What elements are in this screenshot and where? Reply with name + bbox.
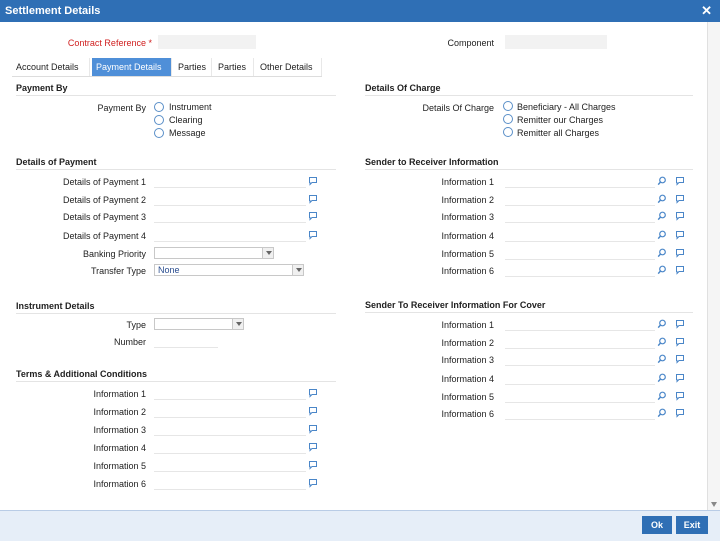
cover-info-2-label: Information 2 xyxy=(441,338,494,348)
terms-info-5-input[interactable] xyxy=(154,458,306,472)
comment-icon[interactable] xyxy=(308,460,318,470)
details-of-payment-title: Details of Payment xyxy=(16,157,97,167)
details-of-payment-2-input[interactable] xyxy=(154,192,306,206)
sender-receiver-info-6-label: Information 6 xyxy=(441,266,494,276)
sender-receiver-info-6-input[interactable] xyxy=(505,263,655,277)
radio-instrument-label: Instrument xyxy=(169,102,212,112)
sender-receiver-info-3-input[interactable] xyxy=(505,209,655,223)
terms-info-1-label: Information 1 xyxy=(93,389,146,399)
search-icon[interactable] xyxy=(657,373,667,383)
footer-bar xyxy=(0,510,720,541)
radio-message-label: Message xyxy=(169,128,206,138)
transfer-type-value: None xyxy=(158,265,180,275)
comment-icon[interactable] xyxy=(675,354,685,364)
contract-reference-label-text: Contract Reference xyxy=(67,38,146,48)
search-icon[interactable] xyxy=(657,337,667,347)
section-divider xyxy=(16,169,336,170)
cover-info-2-input[interactable] xyxy=(505,335,655,349)
instrument-number-label: Number xyxy=(113,337,146,347)
payment-by-title: Payment By xyxy=(16,83,68,93)
details-of-charge-title: Details Of Charge xyxy=(365,83,441,93)
comment-icon[interactable] xyxy=(675,230,685,240)
radio-remitter-our[interactable] xyxy=(503,114,513,124)
transfer-type-select[interactable] xyxy=(154,264,304,276)
search-icon[interactable] xyxy=(657,354,667,364)
sender-receiver-info-1-input[interactable] xyxy=(505,174,655,188)
search-icon[interactable] xyxy=(657,408,667,418)
details-of-payment-1-label: Details of Payment 1 xyxy=(62,177,146,187)
comment-icon[interactable] xyxy=(308,406,318,416)
banking-priority-label: Banking Priority xyxy=(82,249,146,259)
instrument-details-title: Instrument Details xyxy=(16,301,95,311)
comment-icon[interactable] xyxy=(675,265,685,275)
section-divider xyxy=(365,169,693,170)
tab-underline xyxy=(12,76,322,77)
terms-info-5-label: Information 5 xyxy=(93,461,146,471)
sender-to-receiver-title: Sender to Receiver Information xyxy=(365,157,499,167)
cover-info-6-input[interactable] xyxy=(505,406,655,420)
window-title: Settlement Details xyxy=(5,5,101,17)
sender-receiver-info-5-input[interactable] xyxy=(505,246,655,260)
cover-info-6-label: Information 6 xyxy=(441,409,494,419)
instrument-type-select[interactable] xyxy=(154,318,244,330)
cover-info-1-label: Information 1 xyxy=(441,320,494,330)
radio-beneficiary-all-label: Beneficiary - All Charges xyxy=(517,102,616,112)
chevron-down-icon[interactable] xyxy=(232,319,243,329)
radio-beneficiary-all[interactable] xyxy=(503,101,513,111)
component-input[interactable] xyxy=(505,35,607,49)
scroll-down-icon[interactable] xyxy=(711,502,717,507)
sender-receiver-info-5-label: Information 5 xyxy=(441,249,494,259)
comment-icon[interactable] xyxy=(675,337,685,347)
ok-button[interactable]: Ok xyxy=(642,516,672,534)
tab-account-details[interactable]: Account Details xyxy=(12,58,90,76)
terms-info-6-input[interactable] xyxy=(154,476,306,490)
comment-icon[interactable] xyxy=(308,211,318,221)
sender-receiver-info-4-input[interactable] xyxy=(505,228,655,242)
details-of-payment-4-input[interactable] xyxy=(154,228,306,242)
radio-remitter-our-label: Remitter our Charges xyxy=(517,115,604,125)
cover-info-4-input[interactable] xyxy=(505,371,655,385)
search-icon[interactable] xyxy=(657,265,667,275)
comment-icon[interactable] xyxy=(675,176,685,186)
comment-icon[interactable] xyxy=(675,248,685,258)
comment-icon[interactable] xyxy=(308,442,318,452)
contract-reference-input[interactable] xyxy=(158,35,256,49)
component-label: Component xyxy=(447,38,494,48)
sender-receiver-info-2-input[interactable] xyxy=(505,192,655,206)
terms-title: Terms & Additional Conditions xyxy=(16,369,147,379)
tab-payment-details[interactable]: Payment Details xyxy=(92,58,172,76)
window-titlebar xyxy=(0,0,720,22)
search-icon[interactable] xyxy=(657,319,667,329)
terms-info-2-label: Information 2 xyxy=(93,407,146,417)
radio-clearing[interactable] xyxy=(154,115,164,125)
details-of-charge-label: Details Of Charge xyxy=(422,103,494,113)
search-icon[interactable] xyxy=(657,248,667,258)
section-divider xyxy=(365,95,693,96)
tab-other-details[interactable]: Other Details xyxy=(256,58,322,76)
section-divider xyxy=(16,95,336,96)
terms-info-1-input[interactable] xyxy=(154,386,306,400)
terms-info-4-input[interactable] xyxy=(154,440,306,454)
comment-icon[interactable] xyxy=(675,194,685,204)
close-icon[interactable]: ✕ xyxy=(701,3,712,18)
search-icon[interactable] xyxy=(657,211,667,221)
comment-icon[interactable] xyxy=(308,388,318,398)
required-mark: * xyxy=(148,38,152,48)
exit-button[interactable]: Exit xyxy=(676,516,708,534)
comment-icon[interactable] xyxy=(308,176,318,186)
comment-icon[interactable] xyxy=(675,373,685,383)
comment-icon[interactable] xyxy=(675,391,685,401)
cover-info-5-input[interactable] xyxy=(505,389,655,403)
sender-receiver-info-4-label: Information 4 xyxy=(441,231,494,241)
instrument-number-input[interactable] xyxy=(154,334,218,348)
chevron-down-icon[interactable] xyxy=(292,265,303,275)
radio-clearing-label: Clearing xyxy=(169,115,203,125)
search-icon[interactable] xyxy=(657,230,667,240)
radio-remitter-all[interactable] xyxy=(503,127,513,137)
vertical-scrollbar[interactable] xyxy=(707,22,720,510)
comment-icon[interactable] xyxy=(308,230,318,240)
comment-icon[interactable] xyxy=(675,211,685,221)
details-of-payment-2-label: Details of Payment 2 xyxy=(62,195,146,205)
cover-info-3-input[interactable] xyxy=(505,352,655,366)
terms-info-6-label: Information 6 xyxy=(93,479,146,489)
radio-message[interactable] xyxy=(154,128,164,138)
tab-parties-1[interactable]: Parties xyxy=(174,58,212,76)
section-divider xyxy=(16,381,336,382)
cover-info-3-label: Information 3 xyxy=(441,355,494,365)
terms-info-3-label: Information 3 xyxy=(93,425,146,435)
section-divider xyxy=(365,312,693,313)
contract-reference-label xyxy=(40,38,152,48)
tab-parties-2[interactable]: Parties xyxy=(214,58,254,76)
section-divider xyxy=(16,313,336,314)
search-icon[interactable] xyxy=(657,194,667,204)
transfer-type-label: Transfer Type xyxy=(90,266,146,276)
search-icon[interactable] xyxy=(657,391,667,401)
radio-instrument[interactable] xyxy=(154,102,164,112)
banking-priority-select[interactable] xyxy=(154,247,274,259)
search-icon[interactable] xyxy=(657,176,667,186)
cover-info-4-label: Information 4 xyxy=(441,374,494,384)
comment-icon[interactable] xyxy=(308,194,318,204)
sender-receiver-info-3-label: Information 3 xyxy=(441,212,494,222)
comment-icon[interactable] xyxy=(308,424,318,434)
details-of-payment-3-input[interactable] xyxy=(154,209,306,223)
details-of-payment-4-label: Details of Payment 4 xyxy=(62,231,146,241)
comment-icon[interactable] xyxy=(308,478,318,488)
terms-info-2-input[interactable] xyxy=(154,404,306,418)
details-of-payment-3-label: Details of Payment 3 xyxy=(62,212,146,222)
radio-remitter-all-label: Remitter all Charges xyxy=(517,128,600,138)
cover-info-5-label: Information 5 xyxy=(441,392,494,402)
payment-by-label: Payment By xyxy=(97,103,146,113)
sender-receiver-info-1-label: Information 1 xyxy=(441,177,494,187)
sender-receiver-info-2-label: Information 2 xyxy=(441,195,494,205)
cover-info-1-input[interactable] xyxy=(505,317,655,331)
chevron-down-icon[interactable] xyxy=(262,248,273,258)
details-of-payment-1-input[interactable] xyxy=(154,174,306,188)
comment-icon[interactable] xyxy=(675,319,685,329)
comment-icon[interactable] xyxy=(675,408,685,418)
instrument-type-label: Type xyxy=(126,320,146,330)
terms-info-4-label: Information 4 xyxy=(93,443,146,453)
sender-to-receiver-cover-title: Sender To Receiver Information For Cover xyxy=(365,300,546,310)
terms-info-3-input[interactable] xyxy=(154,422,306,436)
